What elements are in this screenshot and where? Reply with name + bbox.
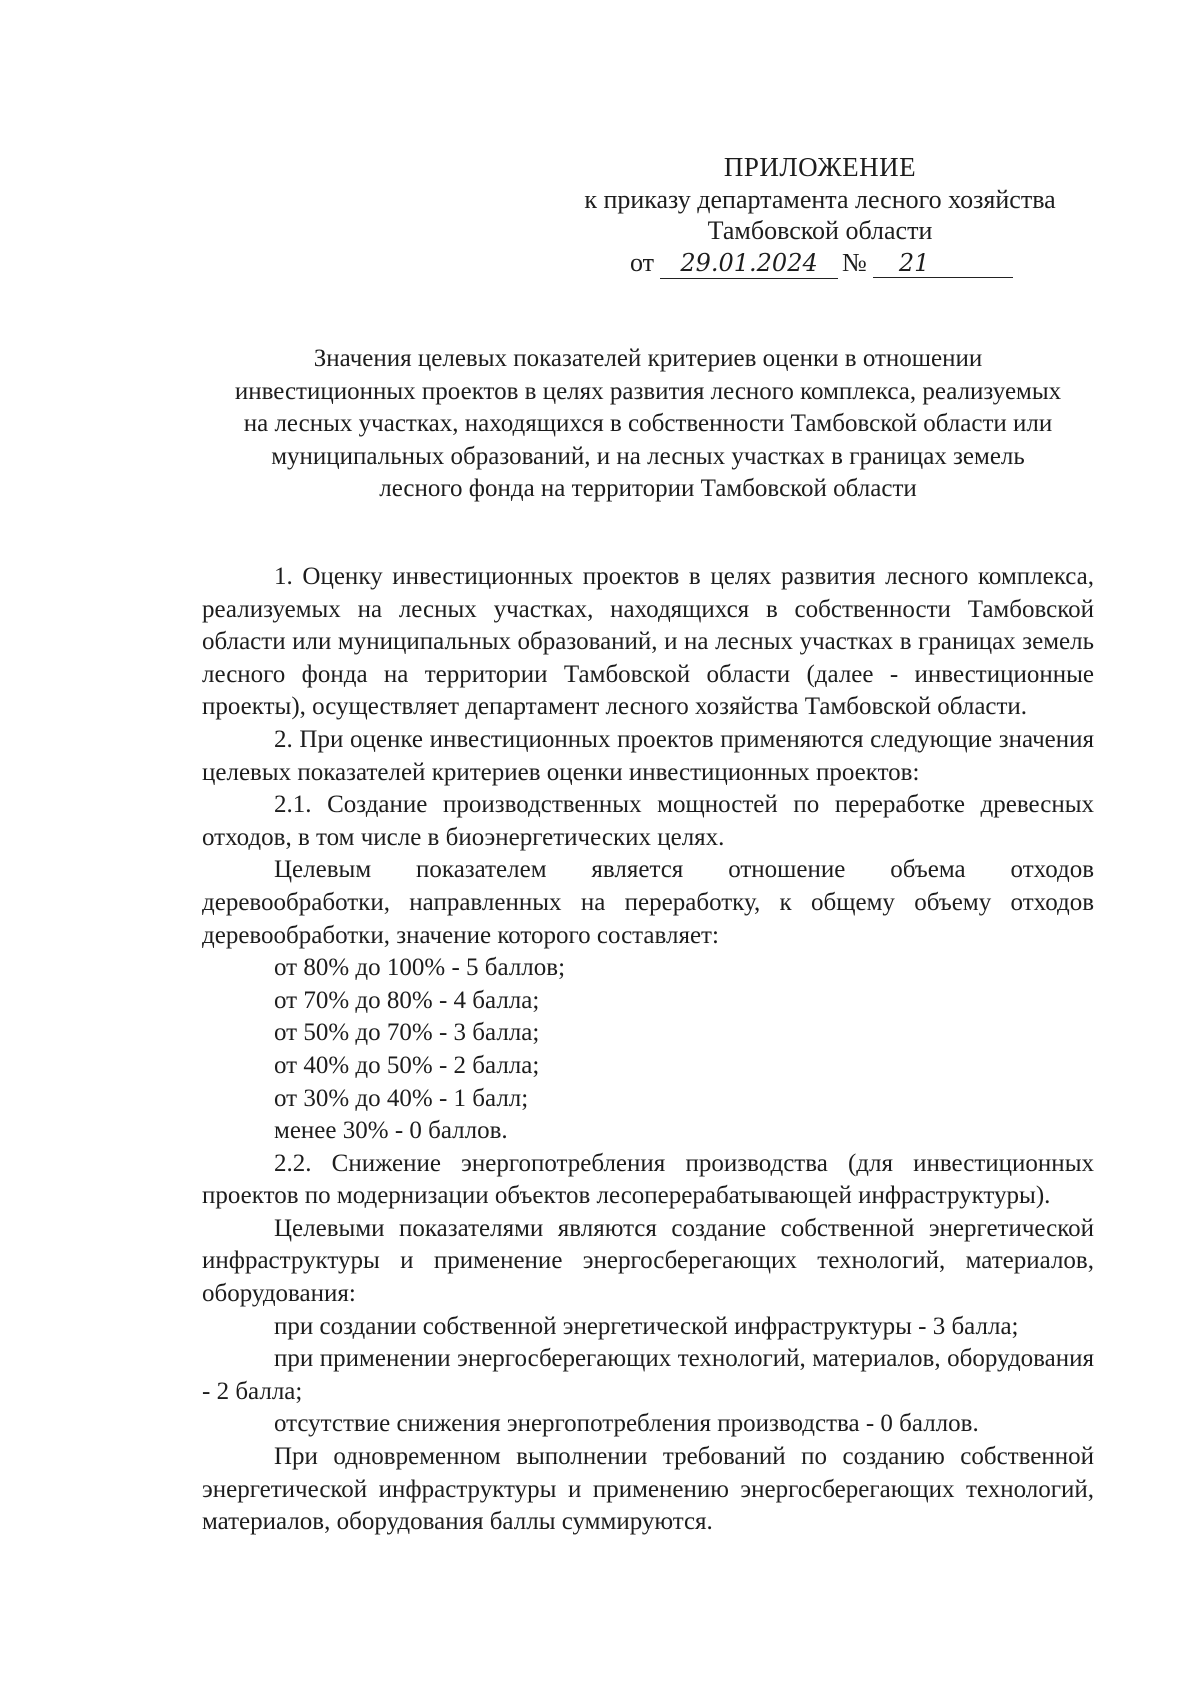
heading-line: на лесных участках, находящихся в собственности Тамбовской области или: [243, 410, 1053, 437]
number-sign: №: [842, 247, 867, 277]
paragraph-2-1: 2.1. Создание производственных мощностей по переработке древесных отходов, в том числе в биоэнергетических целях.: [202, 791, 1094, 851]
appendix-line-region: Тамбовской области: [707, 216, 933, 245]
paragraph-target-indicator: Целевым показателем является отношение объема отходов деревообработки, направленных на переработку, к общему объему отходов деревообработки, значение которого составляет:: [202, 856, 1094, 949]
paragraph-summation: При одновременном выполнении требований по созданию собственной энергетической инфраструктуры и применению энергосберегающих технологий, материалов, оборудования баллы суммируются.: [202, 1443, 1094, 1536]
score-item: от 40% до 50% - 2 балла;: [274, 1051, 540, 1079]
score-item: от 30% до 40% - 1 балл;: [274, 1084, 529, 1112]
appendix-block: [570, 152, 1070, 279]
appendix-line-order: к приказу департамента лесного хозяйства: [584, 184, 1056, 214]
paragraph-target-indicators: Целевыми показателями являются создание собственной энергетической инфраструктуры и применение энергосберегающих технологий, материалов, оборудования:: [202, 1214, 1094, 1308]
heading-line: инвестиционных проектов в целях развития лесного комплекса, реализуемых: [234, 377, 1062, 405]
heading-line: Значения целевых показателей критериев оценки в отношении: [313, 345, 983, 372]
date-prefix: от: [630, 247, 655, 277]
heading-line: муниципальных образований, и на лесных участках в границах земель: [271, 442, 1025, 470]
appendix-date-row: [570, 247, 1070, 279]
paragraph-1: 1. Оценку инвестиционных проектов в целях развития лесного комплекса, реализуемых на лесных участках, находящихся в собственности Тамбовской области или муниципальных образований, и на лесных участках в границах земель лесного фонда на территории Тамбовской области (далее - инвестиционные проекты), осуществляет департамент лесного хозяйства Тамбовской области.: [202, 563, 1094, 721]
score-item: от 50% до 70% - 3 балла;: [274, 1019, 540, 1047]
score-item: от 70% до 80% - 4 балла;: [274, 986, 540, 1014]
document-heading: [198, 343, 1098, 506]
paragraph-energy-saving: при применении энергосберегающих технологий, материалов, оборудования - 2 балла;: [202, 1345, 1094, 1405]
paragraph-2: 2. При оценке инвестиционных проектов применяются следующие значения целевых показателей критериев оценки инвестиционных проектов:: [202, 725, 1094, 786]
paragraph-own-infrastructure: при создании собственной энергетической инфраструктуры - 3 балла;: [274, 1312, 1019, 1340]
handwritten-number: 21: [873, 250, 1013, 278]
paragraph-2-2: 2.2. Снижение энергопотребления производства (для инвестиционных проектов по модернизации объектов лесоперерабатывающей инфраструктуры).: [202, 1149, 1094, 1210]
document-body: [202, 561, 1094, 1539]
score-item: от 80% до 100% - 5 баллов;: [274, 954, 566, 982]
heading-line: лесного фонда на территории Тамбовской области: [379, 475, 917, 502]
paragraph-no-reduction: отсутствие снижения энергопотребления производства - 0 баллов.: [274, 1410, 979, 1438]
score-item: менее 30% - 0 баллов.: [274, 1117, 508, 1145]
appendix-title: ПРИЛОЖЕНИЕ: [723, 152, 917, 182]
handwritten-date: 29.01.2024: [660, 250, 838, 279]
